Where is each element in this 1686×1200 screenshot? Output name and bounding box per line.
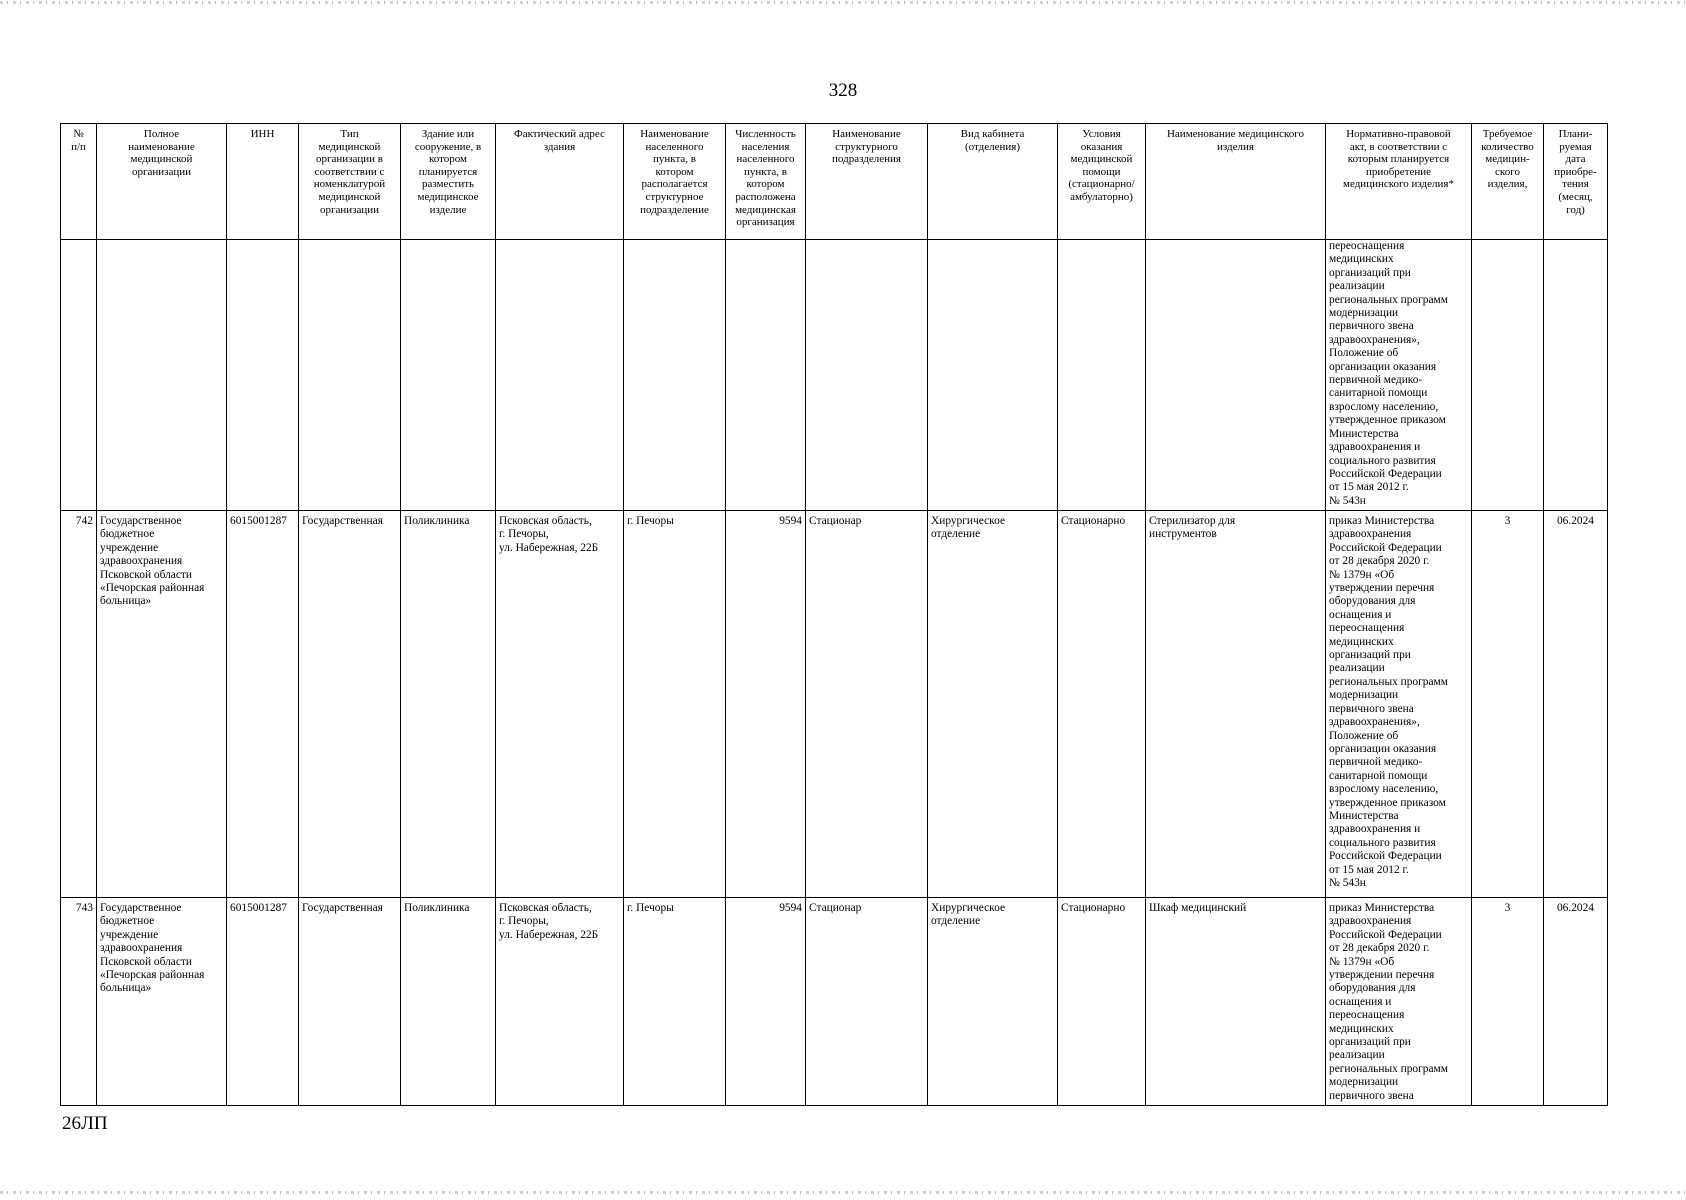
inn-value: 6015001287 — [227, 898, 299, 1106]
col-header-inn: ИНН — [227, 124, 299, 240]
col-header-quantity: Требуемое количество медицин- ского изделия, — [1472, 124, 1544, 240]
building: Поликлиника — [401, 898, 496, 1106]
registry-table — [60, 123, 1608, 1106]
table-row — [61, 511, 1608, 898]
col-header-population: Численность населения населенного пункта, в котором расположена медицинская организация — [726, 124, 806, 240]
col-header-act: Нормативно-правовой акт, в соответствии с которым планируется приобретение медицинского изделия* — [1326, 124, 1472, 240]
device-name: Стерилизатор для инструментов — [1146, 511, 1326, 898]
settlement: г. Печоры — [624, 898, 726, 1106]
col-header-type: Тип медицинской организации в соответствии с номенклатурой медицинской организации — [299, 124, 401, 240]
col-header-conditions: Условия оказания медицинской помощи (стационарно/ амбулаторно) — [1058, 124, 1146, 240]
purchase-date: 06.2024 — [1544, 511, 1608, 898]
col-header-building: Здание или сооружение, в котором планируется разместить медицинское изделие — [401, 124, 496, 240]
inn-value: 6015001287 — [227, 511, 299, 898]
purchase-date: 06.2024 — [1544, 898, 1608, 1106]
population: 9594 — [726, 511, 806, 898]
continuation-act-cell: переоснащения медицинских организаций при реализации региональных программ модернизации первичного звена здравоохранения», Положение об организации оказания первичной медико- санитарной помощи взрослому населению, утвержденное приказом Министерства здравоохранения и социального развития Российской Федерации от 15 мая 2012 г. № 543н — [1326, 240, 1472, 511]
col-header-date: Плани- руемая дата приобре- тения (месяц, год) — [1544, 124, 1608, 240]
legal-act: приказ Министерства здравоохранения Российской Федерации от 28 декабря 2020 г. № 1379н «Об утверждении перечня оборудования для оснащения и переоснащения медицинских организаций при реализации региональных программ модернизации первичного звена здравоохранения», Положение об организации оказания первичной медико- санитарной помощи взрослому населению, утвержденное приказом Министерства здравоохранения и социального развития Российской Федерации от 15 мая 2012 г. № 543н — [1326, 511, 1472, 898]
org-type: Государственная — [299, 898, 401, 1106]
org-name: Государственное бюджетное учреждение здравоохранения Псковской области «Печорская районная больница» — [97, 511, 227, 898]
col-header-cabinet: Вид кабинета (отделения) — [928, 124, 1058, 240]
table-row — [61, 898, 1608, 1106]
cabinet-type: Хирургическое отделение — [928, 511, 1058, 898]
header-row — [61, 124, 1608, 240]
row-num: 742 — [61, 511, 97, 898]
care-conditions: Стационарно — [1058, 511, 1146, 898]
settlement: г. Печоры — [624, 511, 726, 898]
col-header-address: Фактический адрес здания — [496, 124, 624, 240]
org-type: Государственная — [299, 511, 401, 898]
col-header-device: Наименование медицинского изделия — [1146, 124, 1326, 240]
population: 9594 — [726, 898, 806, 1106]
col-header-num: № п/п — [61, 124, 97, 240]
org-name: Государственное бюджетное учреждение здравоохранения Псковской области «Печорская районная больница» — [97, 898, 227, 1106]
scan-edge-top — [0, 1, 1686, 4]
col-header-org: Полное наименование медицинской организации — [97, 124, 227, 240]
address: Псковская область, г. Печоры, ул. Набережная, 22Б — [496, 898, 624, 1106]
quantity: 3 — [1472, 511, 1544, 898]
row-num: 743 — [61, 898, 97, 1106]
col-header-settlement: Наименование населенного пункта, в котором располагается структурное подразделение — [624, 124, 726, 240]
structural-unit: Стационар — [806, 898, 928, 1106]
legal-act: приказ Министерства здравоохранения Российской Федерации от 28 декабря 2020 г. № 1379н «Об утверждении перечня оборудования для оснащения и переоснащения медицинских организаций при реализации региональных программ модернизации первичного звена — [1326, 898, 1472, 1106]
quantity: 3 — [1472, 898, 1544, 1106]
page-number: 328 — [828, 80, 858, 101]
footer-code: 26ЛП — [62, 1113, 108, 1134]
structural-unit: Стационар — [806, 511, 928, 898]
col-header-unit: Наименование структурного подразделения — [806, 124, 928, 240]
address: Псковская область, г. Печоры, ул. Набережная, 22Б — [496, 511, 624, 898]
continuation-row — [61, 240, 1608, 511]
device-name: Шкаф медицинский — [1146, 898, 1326, 1106]
cabinet-type: Хирургическое отделение — [928, 898, 1058, 1106]
building: Поликлиника — [401, 511, 496, 898]
scan-edge-bottom — [0, 1191, 1686, 1194]
care-conditions: Стационарно — [1058, 898, 1146, 1106]
